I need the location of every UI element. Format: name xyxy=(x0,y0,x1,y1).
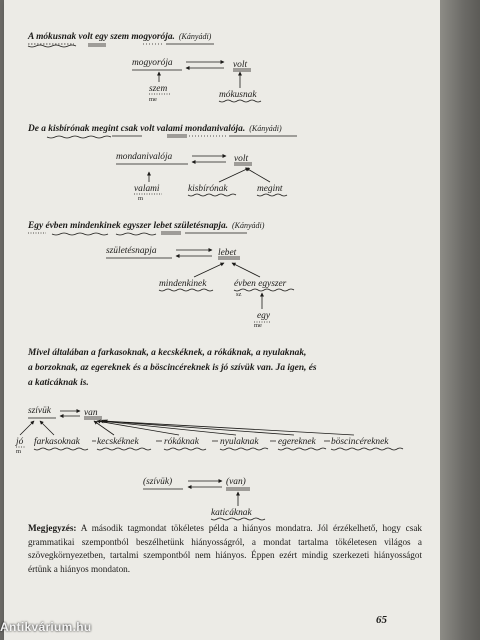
node-szem: szem xyxy=(149,84,168,94)
node-valami: valami xyxy=(134,184,160,194)
node-evben-egyszer: évben egyszer xyxy=(234,279,287,289)
page-edge xyxy=(440,0,480,640)
example3-sentence: Egy évben mindenkinek egyszer lebet születésnapja. (Kányádi) xyxy=(28,221,265,231)
node-nyulaknak: nyulaknak xyxy=(220,437,259,447)
node-szivuk: szívük xyxy=(28,406,51,416)
node-egereknek: egereknek xyxy=(278,437,316,447)
node-jo: jó xyxy=(16,437,24,447)
node-volt: volt xyxy=(234,154,249,164)
note-paragraph: Megjegyzés: A második tagmondat tökéletes példa a hiányos mondatra. Jól érzékelhető, hogy csak grammatikai szempontból beszélhetünk hiányosságról, a mondat tartalma tökéletesen világos a szövegkörnyezetben, tartalmi szempontból nem hiányos. Éppen ezért mindig szerkezeti hiányosságot értünk a hiányos mondaton. xyxy=(28,523,422,574)
page-number: 65 xyxy=(376,614,387,626)
node-szuletesnapja: születésnapja xyxy=(106,246,157,256)
node-megint: megint xyxy=(257,184,283,194)
node-sz: sz xyxy=(236,291,242,298)
node-me: me xyxy=(254,322,262,329)
node-volt: volt xyxy=(233,60,248,70)
node-van: van xyxy=(84,408,98,418)
example1-sentence: A mókusnak volt egy szem mogyorója. (Kányádi) xyxy=(28,32,212,42)
node-katicaknak: katicáknak xyxy=(211,508,252,518)
node-mindenkinek: mindenkinek xyxy=(159,279,207,289)
node-farkasoknak: farkasoknak xyxy=(34,437,80,447)
example2-sentence: De a kisbírónak megint csak volt valami mondanivalója. (Kányádi) xyxy=(28,124,282,134)
example4-paragraph: Mivel általában a farkasoknak, a kecskéknek, a rókáknak, a nyulaknak, a borzoknak, az egereknek és a böscincéreknek is jó szívük van. Ja igen, és a katicáknak is. xyxy=(28,348,317,388)
watermark-logo: Antikvárium.hu xyxy=(0,620,92,634)
node-kisbironak: kisbírónak xyxy=(188,184,228,194)
node-boscincereknek: böscincéreknek xyxy=(331,437,389,447)
node-mogyoroja: mogyorója xyxy=(132,58,173,68)
node-mondanivaloja: mondanivalója xyxy=(116,152,173,162)
node-szivuk-parenthesized: (szívük) xyxy=(143,477,173,487)
node-van-parenthesized: (van) xyxy=(226,477,246,487)
node-egy: egy xyxy=(257,311,271,321)
node-m: m xyxy=(16,448,22,455)
node-kecskeknek: kecskéknek xyxy=(97,437,139,447)
node-mokusnak: mókusnak xyxy=(219,90,257,100)
book-page xyxy=(4,0,440,640)
node-me: me xyxy=(149,96,157,103)
node-m: m xyxy=(138,195,144,202)
node-lebet: lebet xyxy=(218,248,237,258)
node-rokaknak: rókáknak xyxy=(164,437,199,447)
